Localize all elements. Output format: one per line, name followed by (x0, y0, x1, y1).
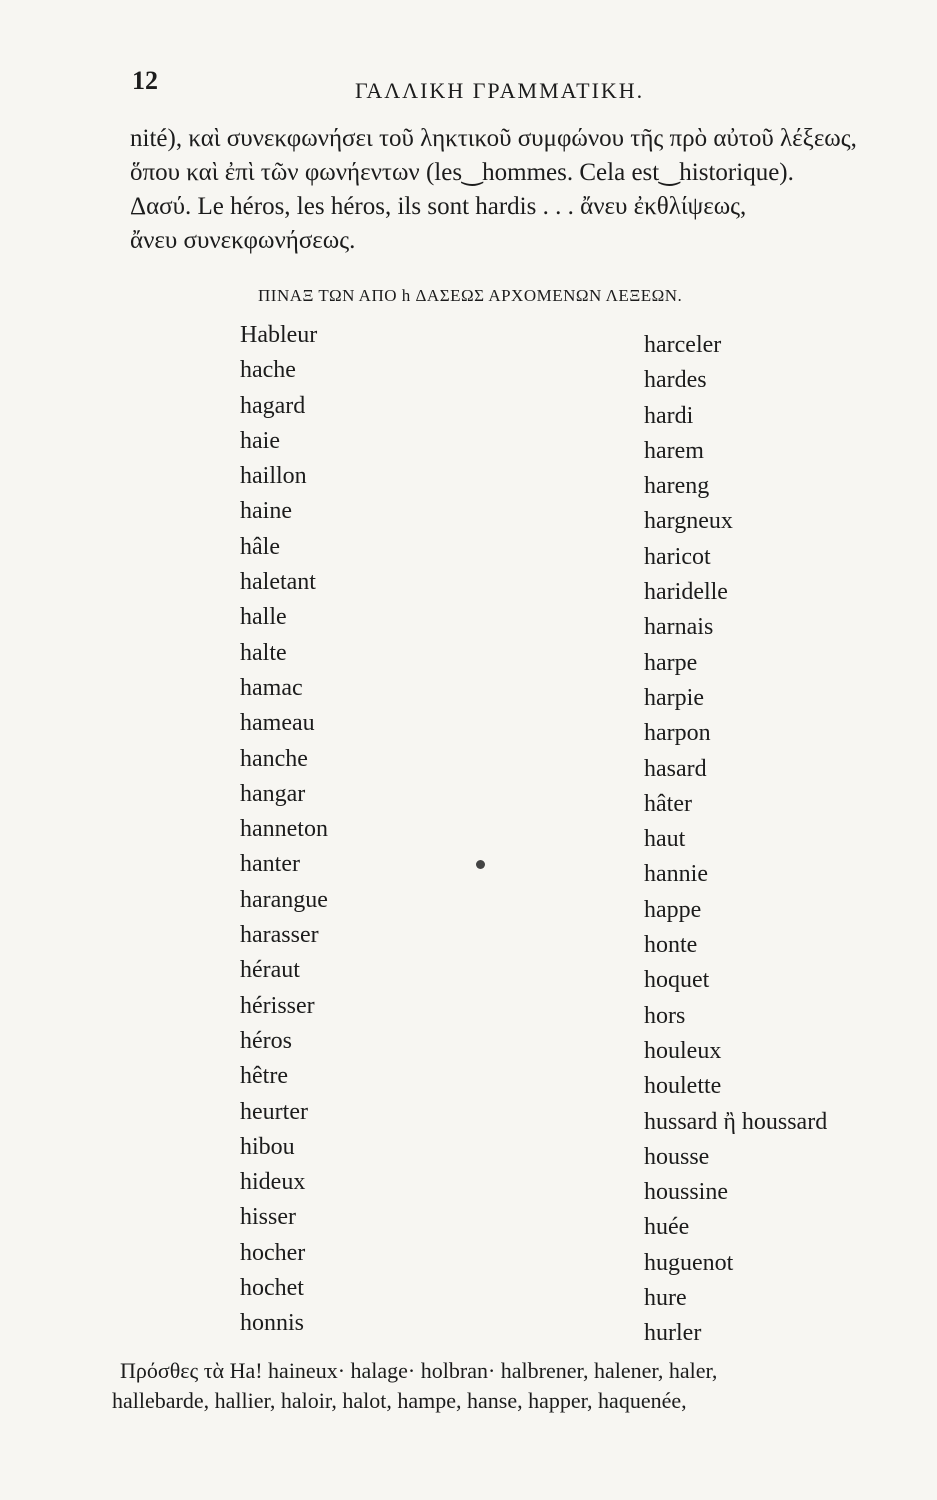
word-table-title: ΠΙΝΑΞ ΤΩΝ ΑΠΟ h ΔΑΣΕΩΣ ΑΡΧΟΜΕΝΩΝ ΛΕΞΕΩΝ. (258, 286, 683, 305)
word-entry: hors (644, 1002, 686, 1029)
word-entry: haletant (240, 569, 316, 596)
word-entry: hamac (240, 674, 303, 701)
word-entry: hache (240, 357, 296, 384)
word-list-right (644, 328, 827, 1352)
footnote-line: Πρόσθες τὰ Ha! haineux· halage· holbran· halbrener, halener, haler, (120, 1358, 718, 1383)
word-entry: hâle (240, 533, 280, 560)
word-entry: haricot (644, 543, 711, 570)
word-entry: hannie (644, 861, 708, 888)
word-entry: housse (644, 1143, 710, 1170)
word-entry: hangar (240, 780, 306, 807)
word-entry: harpon (644, 720, 711, 747)
word-entry: harceler (644, 332, 722, 358)
word-entry: haut (644, 826, 686, 853)
word-entry: hâter (644, 790, 692, 817)
word-entry: hardes (644, 367, 707, 394)
word-entry: huguenot (644, 1249, 734, 1276)
word-entry: hardi (644, 402, 694, 429)
word-entry: halte (240, 639, 287, 666)
word-entry: haine (240, 498, 292, 525)
word-entry: honnis (240, 1310, 305, 1337)
word-entry: hoquet (644, 967, 710, 994)
word-entry: hurler (644, 1320, 702, 1347)
intro-line: Δασύ. Le héros, les héros, ils sont hardis . . . ἄνευ ἐκθλίψεως, (130, 193, 747, 220)
word-entry: héraut (240, 957, 300, 984)
word-entry: hochet (240, 1275, 304, 1302)
word-entry: haridelle (644, 579, 728, 606)
word-entry: hêtre (240, 1063, 288, 1090)
intro-paragraph (130, 122, 880, 258)
word-entry: honte (644, 932, 698, 959)
word-entry: hasard (644, 755, 707, 782)
word-entry: hussard ἢ houssard (644, 1108, 828, 1135)
word-entry: hanter (240, 851, 300, 878)
word-entry: houlette (644, 1073, 722, 1100)
word-entry: hérisser (240, 992, 315, 1019)
page-number: 12 (132, 66, 158, 95)
word-entry: huée (644, 1214, 690, 1241)
word-entry: Hableur (240, 322, 318, 348)
word-entry: hagard (240, 392, 306, 419)
word-entry: héros (240, 1027, 292, 1054)
word-entry: hameau (240, 710, 315, 737)
word-entry: harpe (644, 649, 698, 676)
word-entry: hareng (644, 473, 710, 500)
footnote-line: hallebarde, hallier, haloir, halot, hampe, hanse, happer, haquenée, (112, 1388, 687, 1413)
word-list-left (240, 318, 328, 1342)
word-entry: harnais (644, 614, 714, 641)
word-entry: harasser (240, 922, 319, 949)
running-title: ΓΑΛΛΙΚΗ ΓΡΑΜΜΑΤΙΚΗ. (355, 78, 645, 103)
word-entry: houssine (644, 1179, 728, 1206)
word-entry: hure (644, 1285, 687, 1312)
word-entry: heurter (240, 1098, 308, 1125)
word-entry: halle (240, 604, 287, 631)
word-entry: hideux (240, 1169, 306, 1196)
word-entry: hocher (240, 1239, 306, 1266)
word-entry: hibou (240, 1133, 295, 1160)
word-entry: hisser (240, 1204, 296, 1231)
word-entry: harem (644, 437, 704, 464)
intro-line: ὅπου καὶ ἐπὶ τῶν φωνήεντων (les‿hommes. Cela est‿historique). (130, 159, 794, 186)
word-entry: hanneton (240, 816, 328, 843)
intro-line: ἄνευ συνεκφωνήσεως. (130, 227, 356, 254)
word-entry: harpie (644, 684, 704, 711)
word-entry: harangue (240, 886, 328, 913)
word-entry: haillon (240, 463, 307, 490)
word-entry: houleux (644, 1037, 722, 1064)
word-entry: happe (644, 896, 702, 923)
ink-spot (476, 860, 485, 869)
word-entry: hargneux (644, 508, 733, 535)
word-entry: haie (240, 427, 280, 454)
footnote (112, 1356, 882, 1416)
intro-line: nité), καὶ συνεκφωνήσει τοῦ ληκτικοῦ συμφώνου τῆς πρὸ αὐτοῦ λέξεως, (130, 125, 857, 152)
word-entry: hanche (240, 745, 308, 772)
